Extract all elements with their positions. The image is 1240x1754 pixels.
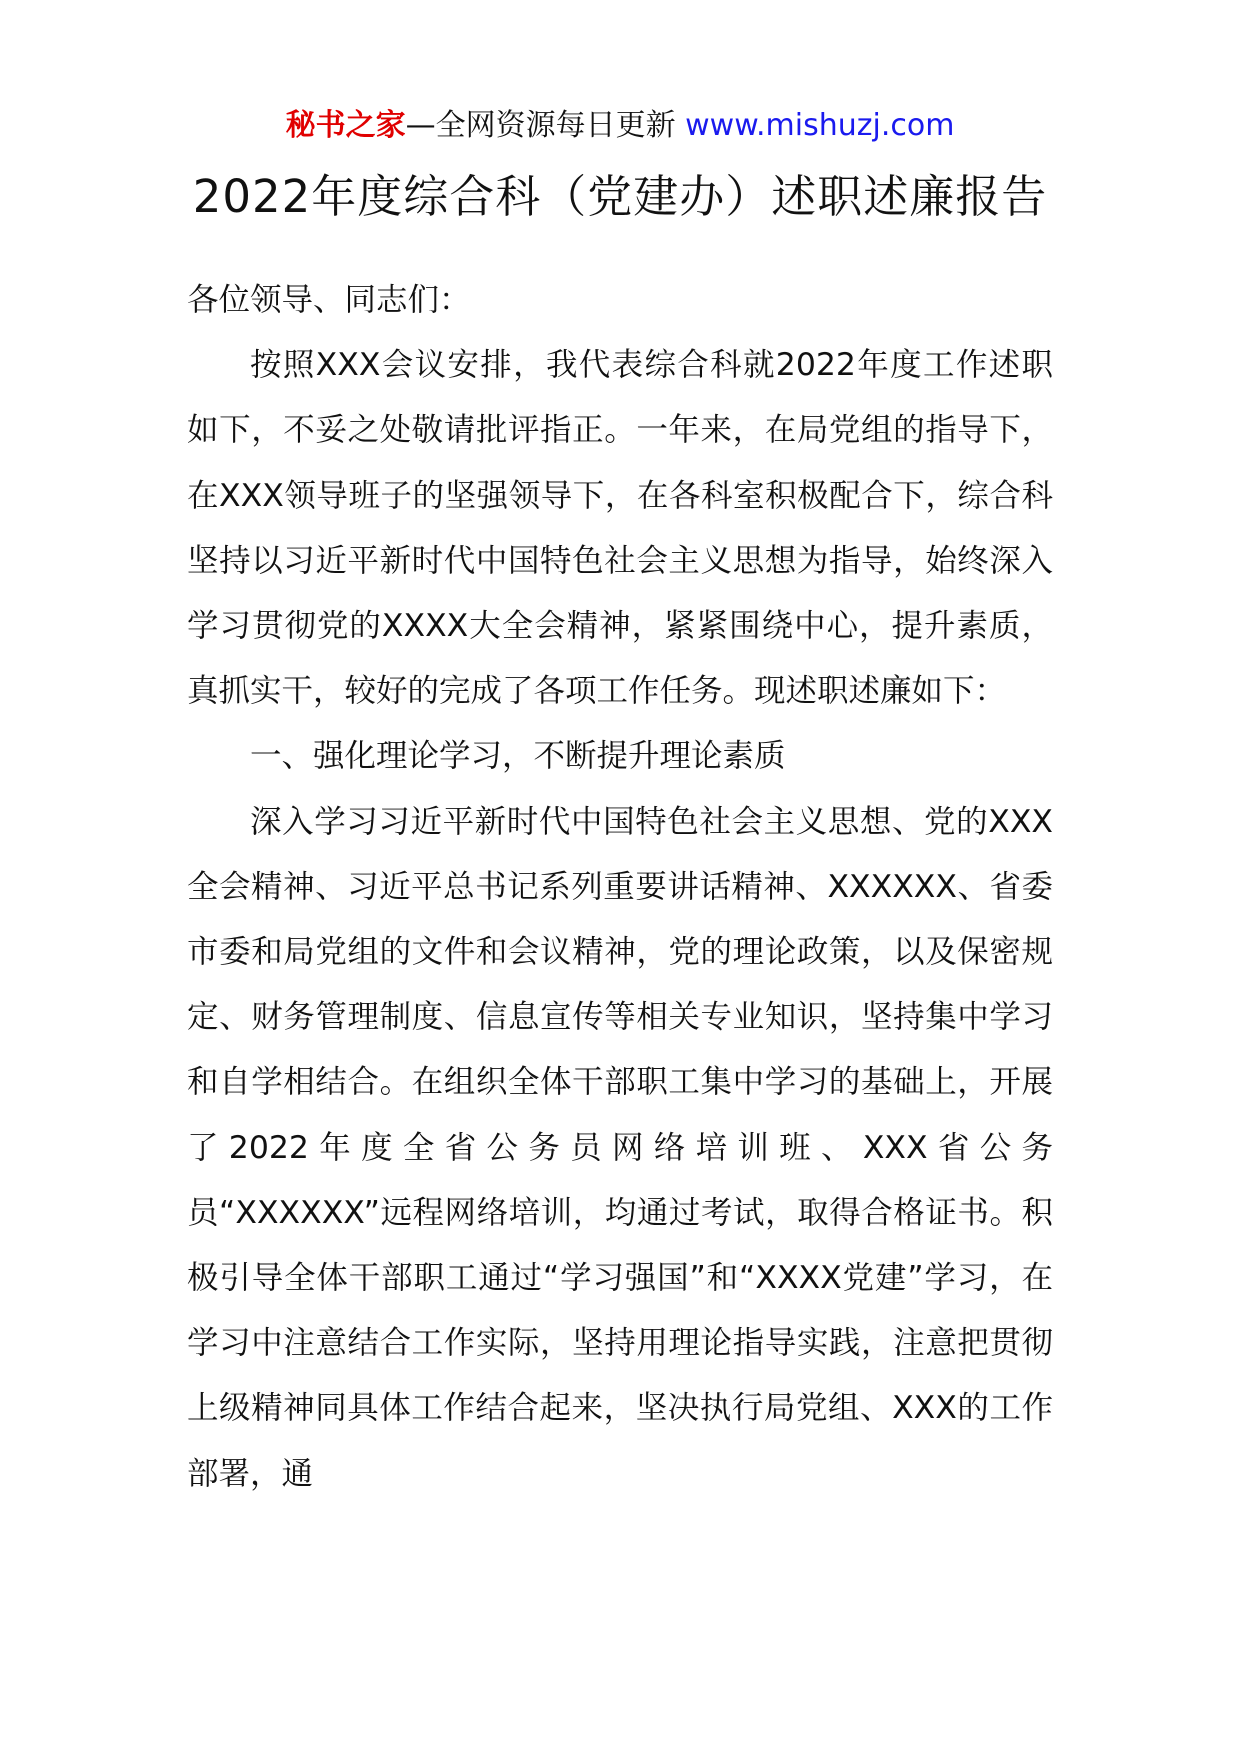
intro-paragraph: 按照XXX会议安排，我代表综合科就2022年度工作述职如下，不妥之处敬请批评指正。一年来，在局党组的指导下，在XXX领导班子的坚强领导下，在各科室积极配合下，综合科坚持以习近平新时代中国特色社会主义思想为指导，始终深入学习贯彻党的XXXX大全会精神，紧紧围绕中心，提升素质，真抓实干，较好的完成了各项工作任务。现述职述廉如下：: [187, 347, 1053, 710]
section-heading: 一、强化理论学习，不断提升理论素质: [250, 738, 786, 775]
site-link[interactable]: www.mishuzj.com: [685, 108, 955, 143]
document-body: [187, 268, 1053, 1507]
header-tagline: —全网资源每日更新: [405, 108, 686, 143]
section-paragraph: 深入学习习近平新时代中国特色社会主义思想、党的XXX全会精神、习近平总书记系列重要讲话精神、XXXXXX、省委市委和局党组的文件和会议精神，党的理论政策，以及保密规定、财务管理制度、信息宣传等相关专业知识，坚持集中学习和自学相结合。在组织全体干部职工集中学习的基础上，开展了2022年度全省公务员网络培训班、XXX省公务员“XXXXXX”远程网络培训，均通过考试，取得合格证书。积极引导全体干部职工通过“学习强国”和“XXXX党建”学习，在学习中注意结合工作实际，坚持用理论指导实践，注意把贯彻上级精神同具体工作结合起来，坚决执行局党组、XXX的工作部署，通: [187, 803, 1053, 1492]
header-banner: [0, 104, 1240, 148]
salutation: 各位领导、同志们：: [187, 282, 471, 318]
document-title: 2022年度综合科（党建办）述职述廉报告: [192, 170, 1048, 223]
brand-name: 秘书之家: [285, 108, 406, 143]
